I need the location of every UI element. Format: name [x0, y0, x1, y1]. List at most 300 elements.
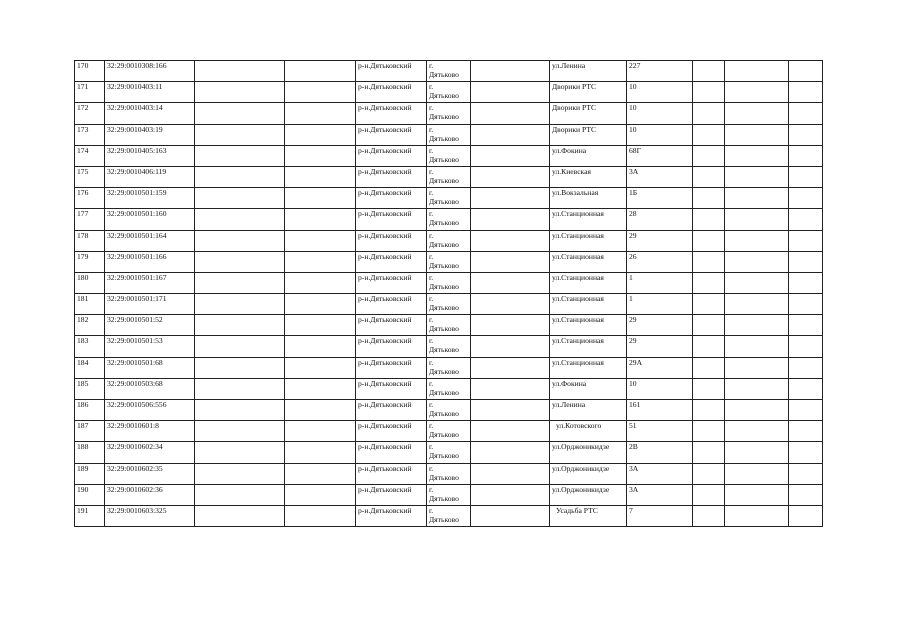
row-number: 170 [75, 61, 105, 82]
city-name: Дятьково [429, 197, 459, 207]
city-cell [427, 103, 471, 124]
cadastral-number: 32:29:0010602:35 [105, 463, 195, 484]
table-row [75, 166, 823, 187]
city-name: Дятьково [429, 345, 459, 355]
city-name: Дятьково [429, 430, 459, 440]
empty-cell [285, 378, 356, 399]
empty-cell [725, 188, 789, 209]
empty-cell [725, 421, 789, 442]
city-name: Дятьково [429, 91, 459, 101]
district-cell: р-н.Дятьковский [356, 82, 427, 103]
district-cell: р-н.Дятьковский [356, 251, 427, 272]
empty-cell [789, 209, 823, 230]
empty-cell [725, 463, 789, 484]
city-cell [427, 61, 471, 82]
house-number: 227 [627, 61, 693, 82]
city-name: Дятьково [429, 451, 459, 461]
empty-cell [195, 209, 285, 230]
empty-cell [693, 484, 725, 505]
city-name: Дятьково [429, 387, 459, 397]
empty-cell [195, 124, 285, 145]
empty-cell [789, 145, 823, 166]
city-prefix: г. [429, 145, 434, 155]
table-row [75, 294, 823, 315]
street-cell: ул.Станционная [550, 336, 627, 357]
city-name: Дятьково [429, 493, 459, 503]
city-name: Дятьково [429, 303, 459, 313]
street-cell: ул.Фокина [550, 145, 627, 166]
property-register-table [74, 60, 823, 527]
empty-cell [693, 82, 725, 103]
district-cell: р-н.Дятьковский [356, 400, 427, 421]
cadastral-number: 32:29:0010501:160 [105, 209, 195, 230]
empty-cell [789, 61, 823, 82]
empty-cell [693, 166, 725, 187]
cadastral-number: 32:29:0010503:68 [105, 378, 195, 399]
city-cell [427, 421, 471, 442]
street-cell: ул.Станционная [550, 357, 627, 378]
street-cell: ул.Орджоникидзе [550, 442, 627, 463]
street-cell: ул.Киевская [550, 166, 627, 187]
district-cell: р-н.Дятьковский [356, 505, 427, 526]
city-cell [427, 442, 471, 463]
empty-cell [285, 124, 356, 145]
cadastral-number: 32:29:0010501:164 [105, 230, 195, 251]
table-row [75, 421, 823, 442]
district-cell: р-н.Дятьковский [356, 336, 427, 357]
cadastral-number: 32:29:0010308:166 [105, 61, 195, 82]
empty-cell [195, 378, 285, 399]
street-cell: ул.Вокзальная [550, 188, 627, 209]
city-cell [427, 294, 471, 315]
empty-cell [195, 336, 285, 357]
city-prefix: г. [429, 421, 434, 431]
table-row [75, 378, 823, 399]
city-cell [427, 82, 471, 103]
house-number: 1 [627, 272, 693, 293]
city-cell [427, 505, 471, 526]
empty-cell [471, 315, 550, 336]
house-number: 51 [627, 421, 693, 442]
empty-cell [195, 484, 285, 505]
district-cell: р-н.Дятьковский [356, 272, 427, 293]
district-cell: р-н.Дятьковский [356, 463, 427, 484]
empty-cell [725, 145, 789, 166]
empty-cell [789, 124, 823, 145]
empty-cell [195, 166, 285, 187]
empty-cell [285, 209, 356, 230]
empty-cell [725, 272, 789, 293]
city-prefix: г. [429, 272, 434, 282]
city-prefix: г. [429, 188, 434, 198]
city-prefix: г. [429, 357, 434, 367]
house-number: 29 [627, 315, 693, 336]
city-name: Дятьково [429, 239, 459, 249]
empty-cell [471, 166, 550, 187]
row-number: 175 [75, 166, 105, 187]
city-prefix: г. [429, 230, 434, 240]
empty-cell [471, 272, 550, 293]
row-number: 187 [75, 421, 105, 442]
empty-cell [285, 442, 356, 463]
row-number: 173 [75, 124, 105, 145]
cadastral-number: 32:29:0010603:325 [105, 505, 195, 526]
empty-cell [789, 505, 823, 526]
empty-cell [693, 442, 725, 463]
table-row [75, 272, 823, 293]
cadastral-number: 32:29:0010501:52 [105, 315, 195, 336]
empty-cell [725, 442, 789, 463]
cadastral-number: 32:29:0010506:556 [105, 400, 195, 421]
empty-cell [471, 103, 550, 124]
district-cell: р-н.Дятьковский [356, 294, 427, 315]
empty-cell [285, 272, 356, 293]
empty-cell [693, 400, 725, 421]
row-number: 190 [75, 484, 105, 505]
city-prefix: г. [429, 209, 434, 219]
city-name: Дятьково [429, 70, 459, 79]
empty-cell [789, 82, 823, 103]
table-row [75, 505, 823, 526]
table-row [75, 124, 823, 145]
empty-cell [285, 400, 356, 421]
city-name: Дятьково [429, 218, 459, 228]
cadastral-number: 32:29:0010501:53 [105, 336, 195, 357]
district-cell: р-н.Дятьковский [356, 442, 427, 463]
city-prefix: г. [429, 166, 434, 176]
row-number: 178 [75, 230, 105, 251]
house-number: 1 [627, 294, 693, 315]
empty-cell [789, 188, 823, 209]
empty-cell [789, 272, 823, 293]
cadastral-number: 32:29:0010501:159 [105, 188, 195, 209]
table-row [75, 61, 823, 82]
cadastral-number: 32:29:0010501:167 [105, 272, 195, 293]
city-prefix: г. [429, 505, 434, 515]
house-number: 3А [627, 166, 693, 187]
empty-cell [471, 230, 550, 251]
house-number: 26 [627, 251, 693, 272]
city-prefix: г. [429, 103, 434, 113]
table-row [75, 251, 823, 272]
empty-cell [725, 61, 789, 82]
cadastral-number: 32:29:0010403:11 [105, 82, 195, 103]
district-cell: р-н.Дятьковский [356, 378, 427, 399]
row-number: 186 [75, 400, 105, 421]
cadastral-number: 32:29:0010501:68 [105, 357, 195, 378]
empty-cell [471, 378, 550, 399]
row-number: 191 [75, 505, 105, 526]
row-number: 184 [75, 357, 105, 378]
empty-cell [471, 463, 550, 484]
row-number: 189 [75, 463, 105, 484]
city-cell [427, 336, 471, 357]
table-row [75, 188, 823, 209]
house-number: 7 [627, 505, 693, 526]
city-name: Дятьково [429, 175, 459, 185]
empty-cell [693, 103, 725, 124]
empty-cell [285, 315, 356, 336]
empty-cell [285, 82, 356, 103]
cadastral-number: 32:29:0010403:14 [105, 103, 195, 124]
empty-cell [471, 209, 550, 230]
street-cell: ул.Станционная [550, 272, 627, 293]
table-row [75, 82, 823, 103]
empty-cell [471, 294, 550, 315]
empty-cell [725, 251, 789, 272]
empty-cell [725, 505, 789, 526]
district-cell: р-н.Дятьковский [356, 103, 427, 124]
cadastral-number: 32:29:0010406:119 [105, 166, 195, 187]
empty-cell [789, 442, 823, 463]
empty-cell [285, 421, 356, 442]
empty-cell [789, 463, 823, 484]
district-cell: р-н.Дятьковский [356, 61, 427, 82]
street-cell: ул.Ленина [550, 61, 627, 82]
house-number: 28 [627, 209, 693, 230]
city-cell [427, 357, 471, 378]
city-name: Дятьково [429, 472, 459, 482]
empty-cell [725, 294, 789, 315]
empty-cell [285, 166, 356, 187]
table-row [75, 103, 823, 124]
city-name: Дятьково [429, 133, 459, 143]
empty-cell [789, 421, 823, 442]
empty-cell [725, 166, 789, 187]
table-body [75, 61, 823, 527]
empty-cell [693, 61, 725, 82]
house-number: 161 [627, 400, 693, 421]
row-number: 181 [75, 294, 105, 315]
row-number: 188 [75, 442, 105, 463]
empty-cell [789, 294, 823, 315]
city-name: Дятьково [429, 260, 459, 270]
street-cell: ул.Орджоникидзе [550, 463, 627, 484]
city-prefix: г. [429, 378, 434, 388]
district-cell: р-н.Дятьковский [356, 124, 427, 145]
empty-cell [789, 251, 823, 272]
empty-cell [285, 357, 356, 378]
city-prefix: г. [429, 484, 434, 494]
row-number: 185 [75, 378, 105, 399]
empty-cell [471, 484, 550, 505]
empty-cell [725, 82, 789, 103]
table-row [75, 230, 823, 251]
empty-cell [693, 336, 725, 357]
row-number: 171 [75, 82, 105, 103]
empty-cell [693, 294, 725, 315]
city-cell [427, 209, 471, 230]
city-prefix: г. [429, 61, 434, 70]
house-number: 10 [627, 378, 693, 399]
empty-cell [195, 442, 285, 463]
cadastral-number: 32:29:0010501:166 [105, 251, 195, 272]
empty-cell [693, 315, 725, 336]
empty-cell [195, 230, 285, 251]
city-prefix: г. [429, 294, 434, 304]
house-number: 10 [627, 103, 693, 124]
house-number: 2В [627, 442, 693, 463]
empty-cell [693, 357, 725, 378]
city-cell [427, 400, 471, 421]
empty-cell [471, 400, 550, 421]
street-cell: Усадьба РТС [550, 505, 627, 526]
empty-cell [285, 188, 356, 209]
street-cell: ул.Станционная [550, 251, 627, 272]
empty-cell [195, 188, 285, 209]
city-cell [427, 166, 471, 187]
table-row [75, 336, 823, 357]
empty-cell [725, 336, 789, 357]
empty-cell [471, 188, 550, 209]
street-cell: ул.Станционная [550, 294, 627, 315]
house-number: 29 [627, 336, 693, 357]
house-number: 1Б [627, 188, 693, 209]
table-row [75, 209, 823, 230]
empty-cell [471, 82, 550, 103]
empty-cell [195, 294, 285, 315]
empty-cell [789, 378, 823, 399]
city-prefix: г. [429, 400, 434, 409]
row-number: 179 [75, 251, 105, 272]
city-cell [427, 272, 471, 293]
street-cell: Дворики РТС [550, 124, 627, 145]
table-row [75, 145, 823, 166]
city-prefix: г. [429, 336, 434, 346]
empty-cell [471, 357, 550, 378]
city-name: Дятьково [429, 514, 459, 524]
table-row [75, 400, 823, 421]
cadastral-number: 32:29:0010403:19 [105, 124, 195, 145]
street-cell: ул.Станционная [550, 315, 627, 336]
district-cell: р-н.Дятьковский [356, 357, 427, 378]
empty-cell [195, 421, 285, 442]
empty-cell [195, 357, 285, 378]
street-cell: ул.Станционная [550, 230, 627, 251]
table-row [75, 315, 823, 336]
city-cell [427, 484, 471, 505]
table-row [75, 442, 823, 463]
empty-cell [285, 294, 356, 315]
empty-cell [789, 166, 823, 187]
empty-cell [789, 400, 823, 421]
table-row [75, 357, 823, 378]
street-cell: ул.Станционная [550, 209, 627, 230]
empty-cell [195, 145, 285, 166]
empty-cell [789, 357, 823, 378]
house-number: 29А [627, 357, 693, 378]
empty-cell [471, 421, 550, 442]
empty-cell [725, 400, 789, 421]
house-number: 3А [627, 484, 693, 505]
street-cell: ул.Ленина [550, 400, 627, 421]
city-name: Дятьково [429, 281, 459, 291]
empty-cell [471, 124, 550, 145]
empty-cell [195, 103, 285, 124]
table-row [75, 484, 823, 505]
empty-cell [195, 272, 285, 293]
empty-cell [789, 103, 823, 124]
city-cell [427, 188, 471, 209]
empty-cell [693, 145, 725, 166]
empty-cell [471, 251, 550, 272]
city-name: Дятьково [429, 112, 459, 122]
table-row [75, 463, 823, 484]
street-cell: Дворики РТС [550, 103, 627, 124]
empty-cell [693, 209, 725, 230]
street-cell: ул.Фокина [550, 378, 627, 399]
empty-cell [285, 484, 356, 505]
empty-cell [285, 336, 356, 357]
house-number: 68Г [627, 145, 693, 166]
empty-cell [285, 505, 356, 526]
district-cell: р-н.Дятьковский [356, 209, 427, 230]
empty-cell [195, 61, 285, 82]
empty-cell [285, 145, 356, 166]
empty-cell [693, 505, 725, 526]
empty-cell [693, 463, 725, 484]
city-cell [427, 124, 471, 145]
empty-cell [285, 230, 356, 251]
city-cell [427, 315, 471, 336]
row-number: 183 [75, 336, 105, 357]
house-number: 10 [627, 124, 693, 145]
empty-cell [725, 378, 789, 399]
cadastral-number: 32:29:0010602:34 [105, 442, 195, 463]
row-number: 177 [75, 209, 105, 230]
city-prefix: г. [429, 124, 434, 134]
row-number: 172 [75, 103, 105, 124]
empty-cell [693, 124, 725, 145]
empty-cell [789, 315, 823, 336]
city-prefix: г. [429, 82, 434, 92]
empty-cell [693, 378, 725, 399]
street-cell: ул.Орджоникидзе [550, 484, 627, 505]
empty-cell [693, 272, 725, 293]
empty-cell [285, 463, 356, 484]
row-number: 176 [75, 188, 105, 209]
city-prefix: г. [429, 463, 434, 473]
city-cell [427, 145, 471, 166]
empty-cell [195, 505, 285, 526]
street-cell: ул.Котовского [550, 421, 627, 442]
house-number: 3А [627, 463, 693, 484]
cadastral-number: 32:29:0010601:8 [105, 421, 195, 442]
city-name: Дятьково [429, 154, 459, 164]
cadastral-number: 32:29:0010405:163 [105, 145, 195, 166]
house-number: 10 [627, 82, 693, 103]
city-cell [427, 378, 471, 399]
empty-cell [285, 103, 356, 124]
row-number: 174 [75, 145, 105, 166]
empty-cell [285, 61, 356, 82]
cadastral-number: 32:29:0010501:171 [105, 294, 195, 315]
empty-cell [195, 463, 285, 484]
empty-cell [471, 442, 550, 463]
city-cell [427, 463, 471, 484]
city-prefix: г. [429, 315, 434, 325]
empty-cell [725, 124, 789, 145]
empty-cell [195, 251, 285, 272]
row-number: 180 [75, 272, 105, 293]
district-cell: р-н.Дятьковский [356, 145, 427, 166]
empty-cell [725, 209, 789, 230]
empty-cell [471, 505, 550, 526]
empty-cell [195, 400, 285, 421]
empty-cell [693, 421, 725, 442]
district-cell: р-н.Дятьковский [356, 421, 427, 442]
city-name: Дятьково [429, 324, 459, 334]
